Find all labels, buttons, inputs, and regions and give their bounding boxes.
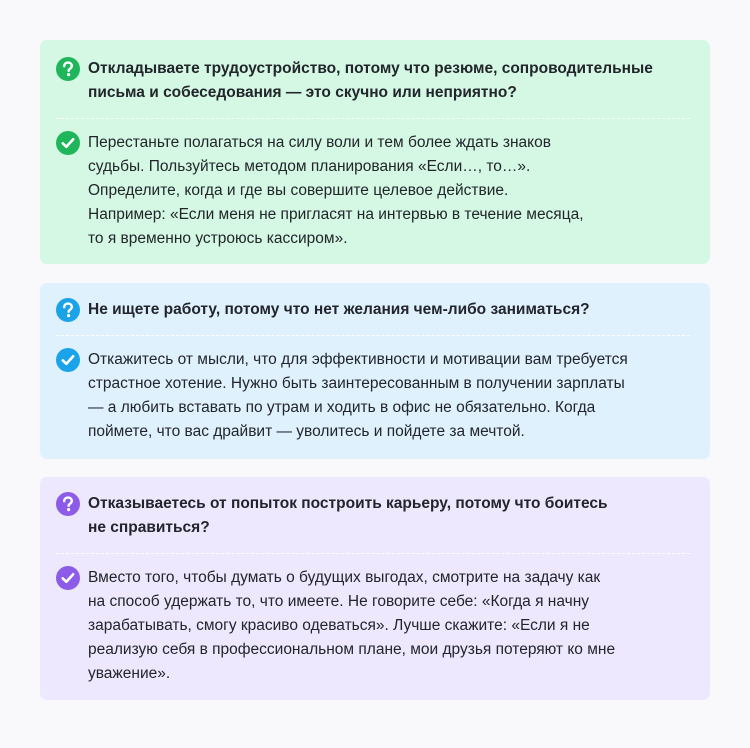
faq-card-2	[40, 283, 710, 459]
answer-line: Определите, когда и где вы совершите целевое действие.	[88, 182, 509, 199]
check-icon	[56, 131, 80, 155]
question-line: Откладываете трудоустройство, потому что резюме, сопроводительные	[88, 60, 653, 77]
question-row	[56, 283, 690, 322]
question-text	[88, 57, 653, 105]
answer-text	[88, 131, 584, 251]
check-icon	[56, 566, 80, 590]
question-icon	[56, 298, 80, 322]
question-line: не справиться?	[88, 519, 210, 536]
answer-line: Перестаньте полагаться на силу воли и тем более ждать знаков	[88, 134, 551, 151]
question-icon	[56, 492, 80, 516]
check-icon	[56, 348, 80, 372]
answer-row	[56, 336, 690, 444]
answer-line: Откажитесь от мысли, что для эффективности и мотивации вам требуется	[88, 351, 628, 368]
answer-line: Вместо того, чтобы думать о будущих выгодах, смотрите на задачу как	[88, 569, 601, 586]
answer-row	[56, 554, 690, 686]
faq-card-3	[40, 477, 710, 700]
answer-line: Например: «Если меня не пригласят на интервью в течение месяца,	[88, 206, 584, 223]
answer-line: то я временно устроюсь кассиром».	[88, 230, 348, 247]
answer-line: уважение».	[88, 665, 171, 682]
answer-text	[88, 566, 615, 686]
question-text	[88, 298, 590, 322]
answer-line: судьбы. Пользуйтесь методом планирования «Если…, то…».	[88, 158, 531, 175]
answer-line: — а любить вставать по утрам и ходить в офис не обязательно. Когда	[88, 399, 596, 416]
question-text	[88, 492, 608, 540]
question-line: Не ищете работу, потому что нет желания чем-либо заниматься?	[88, 301, 590, 318]
answer-line: реализую себя в профессиональном плане, мои друзья потеряют ко мне	[88, 641, 616, 658]
question-line: письма и собеседования — это скучно или неприятно?	[88, 84, 517, 101]
answer-line: на способ удержать то, что имеете. Не говорите себе: «Когда я начну	[88, 593, 590, 610]
answer-text	[88, 348, 628, 444]
question-icon	[56, 57, 80, 81]
question-row	[56, 477, 690, 540]
answer-row	[56, 119, 690, 251]
faq-card-1	[40, 40, 710, 264]
answer-line: зарабатывать, смогу красиво одеваться». Лучше скажите: «Если я не	[88, 617, 590, 634]
answer-line: поймете, что вас драйвит — уволитесь и пойдете за мечтой.	[88, 423, 525, 440]
answer-line: страстное хотение. Нужно быть заинтересованным в получении зарплаты	[88, 375, 625, 392]
question-row	[56, 40, 690, 105]
question-line: Отказываетесь от попыток построить карьеру, потому что боитесь	[88, 495, 608, 512]
